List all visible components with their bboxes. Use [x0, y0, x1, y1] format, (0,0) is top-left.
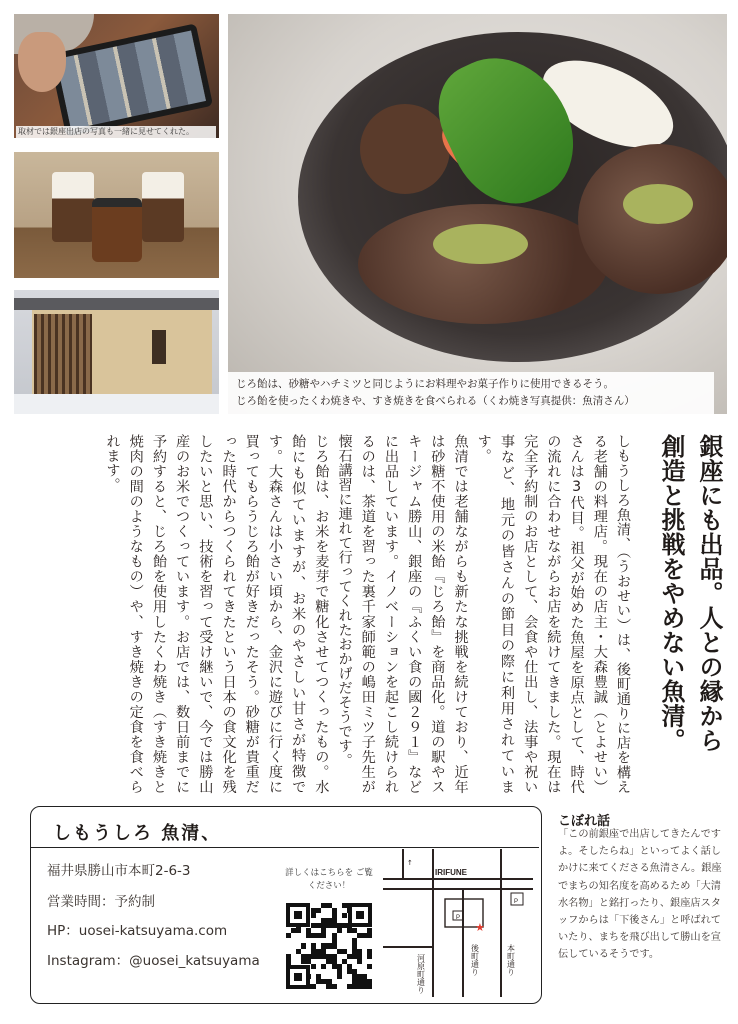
article-body [14, 434, 634, 794]
body-paragraph-2: 魚清では老舗ながらも新たな挑戦を続けており、近年は砂糖不使用の米飴『じろ飴』を商品化。道の駅やスキージャム勝山、銀座の『ふくい食の國２９１』などに出品しています。イノベーションを起こし続けられるのは、茶道を習った裏千家師範の嶋田ミツ子先生が懐石講習に連れて行ってくれたおかげだそうです。 [336, 434, 469, 794]
jar-left [52, 172, 94, 242]
shop-website-link[interactable]: HP：uosei-katsuyama.com [47, 923, 228, 939]
shop-sign [152, 330, 166, 364]
map-label-ushiromachi: 後町通り [470, 944, 480, 976]
qr-module [367, 984, 372, 989]
title-line-1: 銀座にも出品。人との縁から [695, 434, 723, 753]
topping-1 [433, 224, 528, 264]
jar-right [142, 172, 184, 242]
shop-hours: 営業時間：予約制 [47, 894, 155, 910]
map-label-honmachi: 本町通り [506, 944, 516, 976]
topping-2 [623, 184, 693, 224]
side-note-body: 「この前銀座で出店してきたんですよ。そしたらね」といってよく話しかけに来てくださる魚清さん。銀座でまちの知名度を高めるため「大清水名物」と銘打ったり、銀座店スタッフからは「下後さん」と呼ばれていたり、まちを飛び出して勝山を宣伝しているそうです。 [558, 829, 722, 961]
divider [31, 847, 539, 848]
main-caption-line-2: じろ飴を使ったくわ焼きや、すき焼きを食べられる（くわ焼き写真提供：魚清さん） [236, 395, 635, 407]
photo-jiro-ame-jars [14, 152, 219, 278]
title-line-2: 創造と挑戦をやめない魚清。 [657, 434, 685, 753]
photo-kuwayaki-pot [228, 14, 727, 414]
side-note-title: こぼれ話 [558, 814, 611, 829]
article-title [646, 434, 728, 794]
body-paragraph-1: しもうしろ魚清、（うおせい）は、後町通りに店を構える老舗の料理店。現在の店主・大森豊誠（とよせい）さんは3代目。祖父が始めた魚屋を原点として、時代の流れに合わせながらお店を続けてきました。現在は完全予約制のお店として、会食や仕出し、法事や祝い事など、地元の皆さんの節目の際に利用されています。 [475, 434, 631, 794]
qr-finder [286, 903, 310, 927]
hand [18, 32, 66, 92]
tablet-photo-caption: 取材では銀座出店の写真も一緒に見せてくれた。 [16, 126, 216, 138]
qr-finder [348, 903, 372, 927]
qr-finder [286, 965, 310, 989]
shop-address: 福井県勝山市本町2-6-3 [47, 863, 191, 879]
roof [14, 298, 219, 310]
main-photo-caption [228, 372, 714, 414]
qr-code-icon[interactable] [286, 903, 372, 989]
qr-label: 詳しくはこちらを ご覧ください！ [285, 868, 373, 891]
map-label-irifune: IRIFUNE [435, 868, 467, 877]
jar-center [92, 198, 142, 262]
snow [14, 394, 219, 414]
map-parking-label: P [456, 915, 461, 921]
shiitake [360, 104, 450, 194]
shop-location-star-icon: ★ [475, 921, 485, 934]
body-paragraph-3: じろ飴は、お米を麦芽で糖化させてつくったもの。水飴にも似ていますが、お米のやさしい甘さが特徴です。大森さんは小さい頃から、金沢に遊びに行く度に買ってもらうじろ飴が好きだったそう。砂糖が貴重だった時代からつくられてきたという日本の食文化を残したいと思い、技術を習って受け継いで、今では勝山産のお米でつくっています。お店では、数日前までに予約すると、じろ飴を使用したくわ焼き（すき焼きと焼肉の間のようなもの）や、すき焼きの定食を食べられます。 [104, 434, 330, 794]
north-arrow-icon: ↑ [407, 859, 413, 867]
main-caption-line-1: じろ飴は、砂糖やハチミツと同じようにお料理やお菓子作りに使用できるそう。 [236, 378, 614, 390]
shop-instagram-link[interactable]: Instagram：@uosei_katsuyama [47, 953, 260, 969]
shop-info-box [30, 806, 542, 1004]
map-parking-label: P [514, 899, 519, 905]
lattice-door [34, 314, 92, 396]
map-label-kawaramachi: 河原町通り [416, 954, 426, 994]
meat-patty-1 [358, 204, 608, 324]
location-map [383, 849, 533, 997]
photo-tablet-showing-ginza [14, 14, 219, 138]
photo-shop-front [14, 290, 219, 414]
shop-name: しもうしろ 魚清、 [53, 823, 222, 844]
